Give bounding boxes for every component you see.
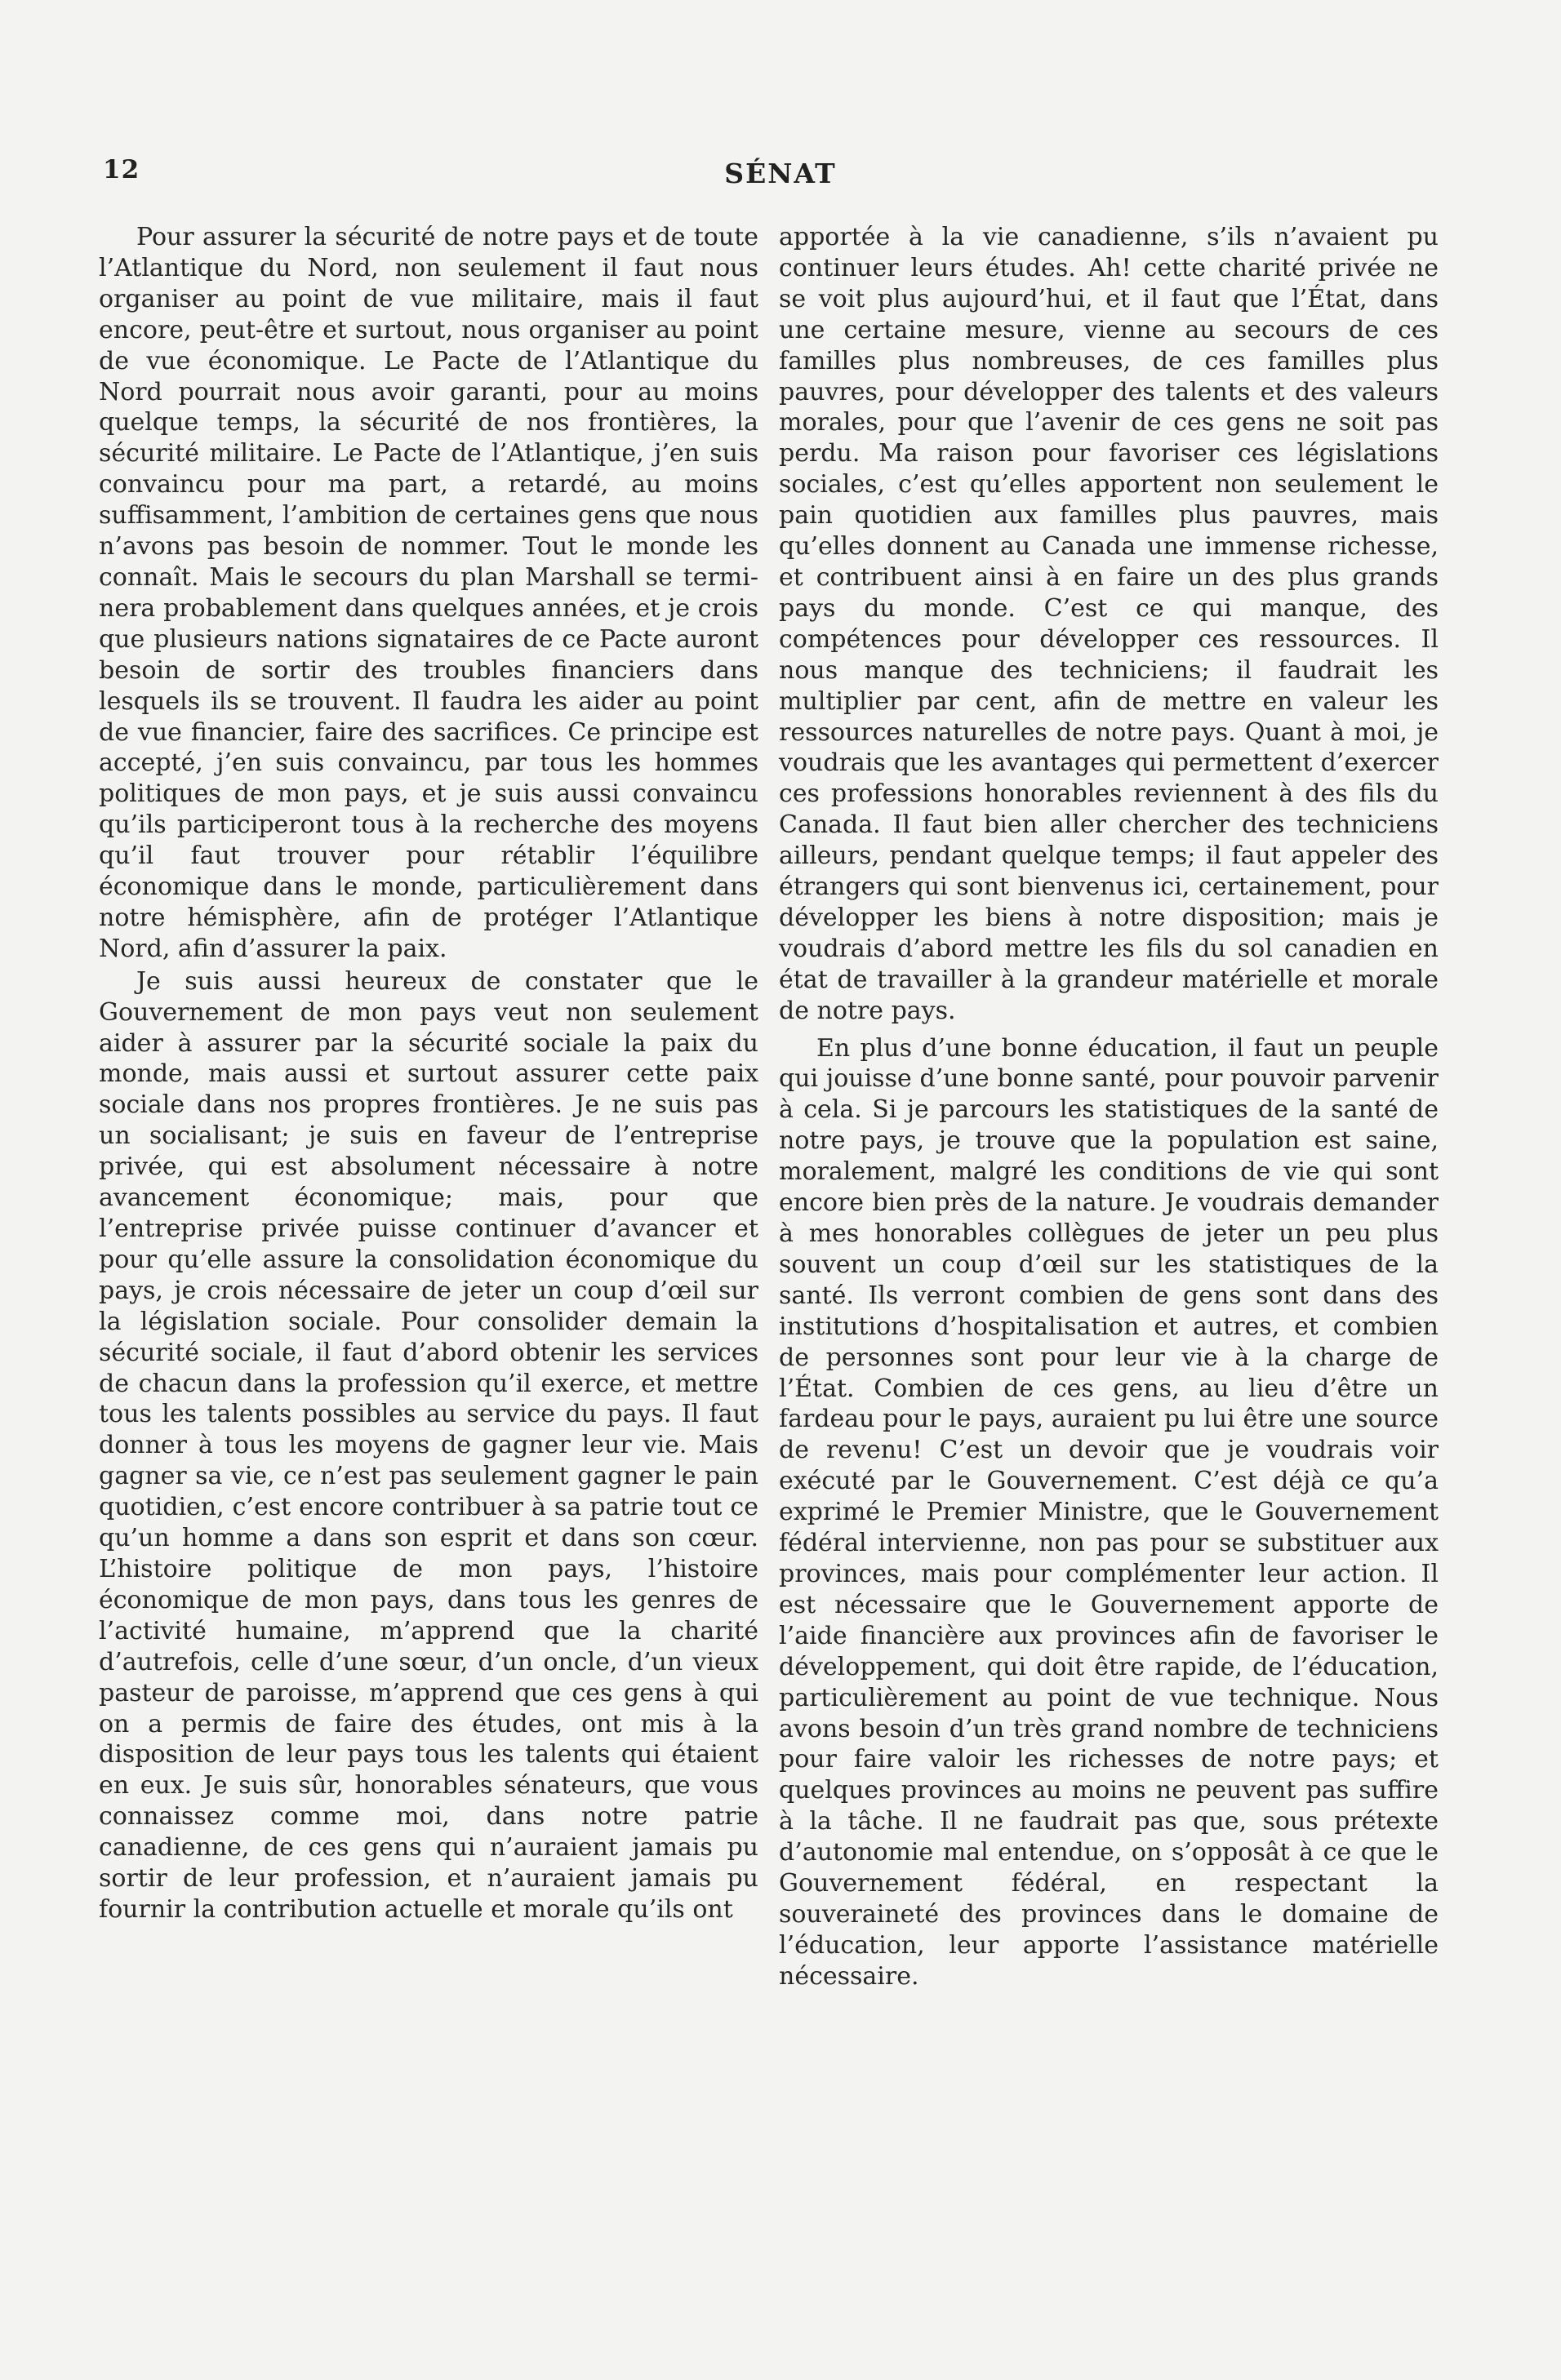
paragraph: Je suis aussi heureux de constater que le Gouvernement de mon pays veut non seulement aider à assurer par la sécurité sociale la paix du monde, mais aussi et surtout assurer cette paix sociale dans nos propres frontières. Je ne suis pas un socialisant; je suis en faveur de l’entreprise privée, qui est absolument nécessaire à notre avancement économique; mais, pour que l’entreprise privée puisse continuer d’avancer et pour qu’elle assure la consolidation économique du pays, je crois nécessaire de jeter un coup d’œil sur la législation sociale. Pour consolider demain la sécurité sociale, il faut d’abord obtenir les services de chacun dans la profession qu’il exerce, et mettre tous les talents possibles au service du pays. Il faut donner à tous les moyens de gagner leur vie. Mais gagner sa vie, ce n’est pas seulement gagner le pain quotidien, c’est encore contribuer à sa patrie tout ce qu’un homme a dans son esprit et dans son cœur. L’histoire politique de mon pays, l’histoire économique de mon pays, dans tous les genres de l’activité humaine, m’apprend que la charité d’autrefois, celle d’une sœur, d’un oncle, d’un vieux pasteur de paroisse, m’apprend que ces gens à qui on a permis de faire des études, ont mis à la disposition de leur pays tous les talents qui étaient en eux. Je suis sûr, honorables sénateurs, que vous connaissez comme moi, dans notre patrie canadienne, de ces gens qui n’auraient jamais pu sortir de leur profession, et n’auraient jamais pu fournir la contribution actuelle et morale qu’ils ont: [99, 966, 758, 1924]
paragraph: En plus d’une bonne éducation, il faut un peuple qui jouisse d’une bonne santé, pour pouvoir parvenir à cela. Si je parcours les statistiques de la santé de notre pays, je trouve que la population est saine, moralement, malgré les conditions de vie qui sont encore bien près de la nature. Je voudrais demander à mes honorables collègues de jeter un peu plus souvent un coup d’œil sur les statistiques de la santé. Ils verront combien de gens sont dans des institutions d’hospitalisation et autres, et combien de personnes sont pour leur vie à la charge de l’État. Combien de ces gens, au lieu d’être un fardeau pour le pays, auraient pu lui être une source de revenu! C’est un devoir que je voudrais voir exécuté par le Gouvernement. C’est déjà ce qu’a exprimé le Premier Ministre, que le Gouvernement fédéral intervienne, non pas pour se substituer aux provinces, mais pour complémenter leur action. Il est nécessaire que le Gouvernement apporte de l’aide financière aux provinces afin de favoriser le développement, qui doit être rapide, de l’éducation, particulièrement au point de vue technique. Nous avons besoin d’un très grand nombre de techniciens pour faire valoir les richesses de notre pays; et quelques provinces au moins ne peuvent pas suffire à la tâche. Il ne faudrait pas que, sous prétexte d’autonomie mal entendue, on s’opposât à ce que le Gouvernement fédéral, en respectant la souveraineté des provinces dans le domaine de l’éducation, leur apporte l’assistance matérielle nécessaire.: [779, 1033, 1439, 1991]
paragraph: Pour assurer la sécurité de notre pays et de toute l’Atlantique du Nord, non seulement il faut nous organiser au point de vue militaire, mais il faut encore, peut-être et surtout, nous organiser au point de vue économique. Le Pacte de l’Atlantique du Nord pourrait nous avoir garanti, pour au moins quelque temps, la sécurité de nos frontières, la sécurité militaire. Le Pacte de l’Atlantique, j’en suis convaincu pour ma part, a retardé, au moins suffisamment, l’ambition de certaines gens que nous n’avons pas besoin de nommer. Tout le monde les connaît. Mais le secours du plan Marshall se terminera probablement dans quelques années, et je crois que plusieurs nations signataires de ce Pacte auront besoin de sortir des troubles financiers dans lesquels ils se trouvent. Il faudra les aider au point de vue financier, faire des sacrifices. Ce principe est accepté, j’en suis convaincu, par tous les hommes politiques de mon pays, et je suis aussi convaincu qu’ils participeront tous à la recherche des moyens qu’il faut trouver pour rétablir l’équilibre économique dans le monde, particulièrement dans notre hémisphère, afin de protéger l’Atlantique Nord, afin d’assurer la paix.: [99, 223, 758, 963]
page-number: 12: [103, 155, 140, 184]
running-head-title: SÉNAT: [724, 158, 837, 189]
paragraph-continued: apportée à la vie canadienne, s’ils n’avaient pu continuer leurs études. Ah! cette charité privée ne se voit plus aujourd’hui, et il faut que l’État, dans une certaine mesure, vienne au secours de ces familles plus nombreuses, de ces familles plus pauvres, pour développer des talents et des valeurs morales, pour que l’avenir de ces gens ne soit pas perdu. Ma raison pour favoriser ces législations sociales, c’est qu’elles apportent non seulement le pain quotidien aux familles plus pauvres, mais qu’elles donnent au Canada une immense richesse, et contribuent ainsi à en faire un des plus grands pays du monde. C’est ce qui manque, des compétences pour développer ces ressources. Il nous manque des techniciens; il faudrait les multiplier par cent, afin de mettre en valeur les ressources naturelles de notre pays. Quant à moi, je voudrais que les avantages qui permettent d’exercer ces professions honorables reviennent à des fils du Canada. Il faut bien aller chercher des techniciens ailleurs, pendant quelque temps; il faut appeler des étrangers qui sont bienvenus ici, certainement, pour développer les biens à notre disposition; mais je voudrais d’abord mettre les fils du sol canadien en état de travailler à la grandeur matérielle et morale de notre pays.: [779, 223, 1439, 1025]
right-column: [779, 222, 1439, 1992]
left-column: [99, 222, 758, 1925]
